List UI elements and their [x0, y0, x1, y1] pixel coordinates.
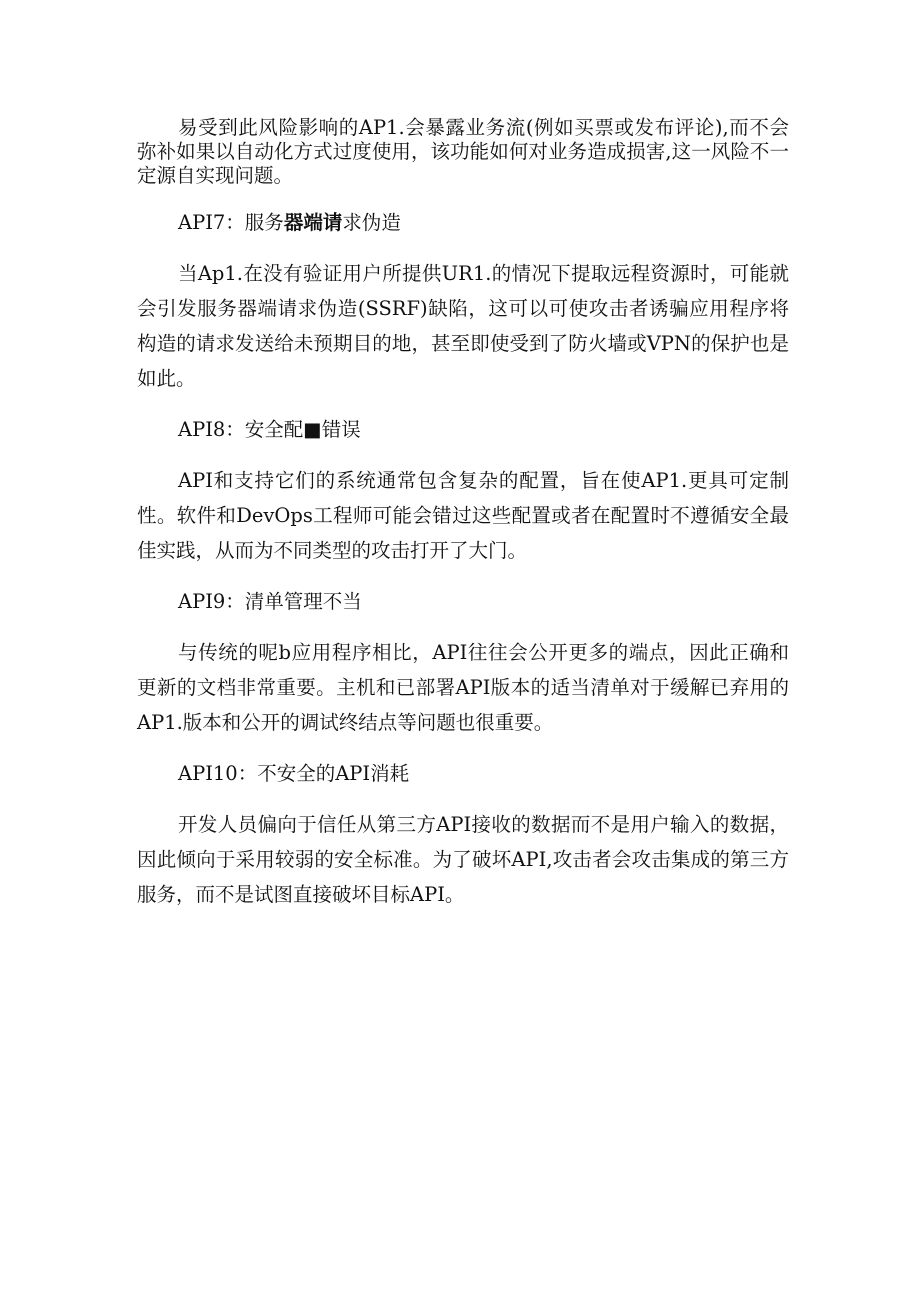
heading-api8: API8：安全配■错误	[178, 418, 361, 441]
heading-api9: API9：清单管理不当	[178, 590, 362, 613]
paragraph-api6-description: 易受到此风险影响的AP1.会暴露业务流(例如买票或发布评论),而不会弥补如果以自动化方式过度使用，该功能如何对业务造成损害,这一风险不一定源自实现问题。	[137, 116, 789, 187]
document-page	[137, 116, 789, 912]
heading-api7-suffix: 求伪造	[342, 211, 401, 234]
heading-api7-prefix: API7：服务	[178, 211, 284, 234]
heading-api7-bold: 器端请	[283, 211, 343, 234]
heading-api7	[137, 205, 789, 240]
paragraph-api10-description: 开发人员偏向于信任从第三方API接收的数据而不是用户输入的数据，因此倾向于采用较弱的安全标准。为了破坏API,攻击者会攻击集成的第三方服务，而不是试图直接破坏目标API。	[137, 813, 789, 906]
heading-api10: API10：不安全的API消耗	[178, 762, 410, 785]
paragraph-api9-description: 与传统的呢b应用程序相比，API往往会公开更多的端点，因此正确和更新的文档非常重要。主机和已部署API版本的适当清单对于缓解已弃用的AP1.版本和公开的调试终结点等问题也很重要。	[137, 641, 789, 734]
paragraph-api7-description: 当Ap1.在没有验证用户所提供UR1.的情况下提取远程资源时，可能就会引发服务器端请求伪造(SSRF)缺陷，这可以可使攻击者诱骗应用程序将构造的请求发送给未预期目的地，甚至即使受到了防火墙或VPN的保护也是如此。	[137, 262, 789, 390]
paragraph-api8-description: API和支持它们的系统通常包含复杂的配置，旨在使AP1.更具可定制性。软件和DevOps工程师可能会错过这些配置或者在配置时不遵循安全最佳实践，从而为不同类型的攻击打开了大门。	[137, 469, 789, 562]
